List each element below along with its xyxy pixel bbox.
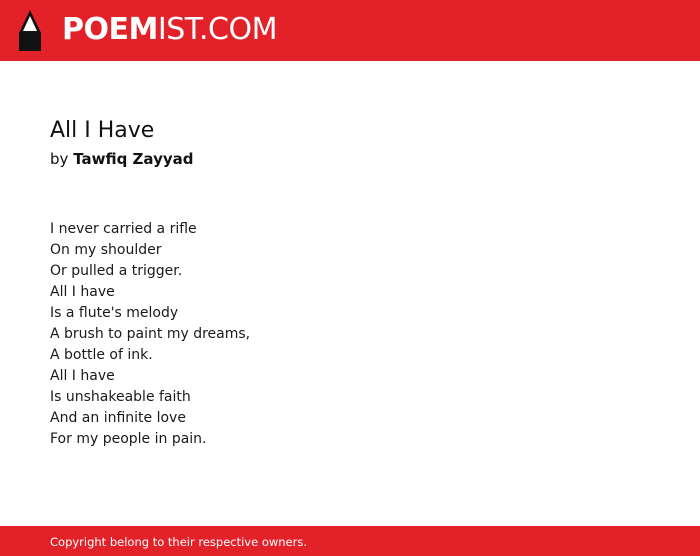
- poem-line: All I have: [50, 368, 115, 384]
- poem-line: On my shoulder: [50, 242, 162, 258]
- logo-light-text: IST.COM: [157, 12, 277, 47]
- author-link[interactable]: Tawfiq Zayyad: [73, 150, 194, 168]
- byline-label: by: [50, 150, 69, 168]
- poem-line: Is unshakeable faith: [50, 389, 191, 405]
- site-footer: [0, 526, 700, 556]
- poem-byline: [50, 149, 194, 169]
- poem-line: I never carried a rifle: [50, 221, 197, 237]
- logo-bold-text: POEM: [62, 12, 158, 47]
- poem-line: All I have: [50, 284, 115, 300]
- copyright-text: Copyright belong to their respective owners.: [50, 535, 308, 549]
- pencil-tip-icon[interactable]: [17, 9, 43, 52]
- poem-line: Or pulled a trigger.: [50, 263, 183, 279]
- poem-line: And an infinite love: [50, 410, 186, 426]
- poem-line: A brush to paint my dreams,: [50, 326, 251, 342]
- poem-line: For my people in pain.: [50, 431, 207, 447]
- poem-title: All I Have: [50, 118, 155, 143]
- poem-line: Is a flute's melody: [50, 305, 179, 321]
- poem-body: [50, 219, 250, 450]
- poem-line: A bottle of ink.: [50, 347, 153, 363]
- site-logo[interactable]: [62, 12, 277, 48]
- site-header: [0, 0, 700, 61]
